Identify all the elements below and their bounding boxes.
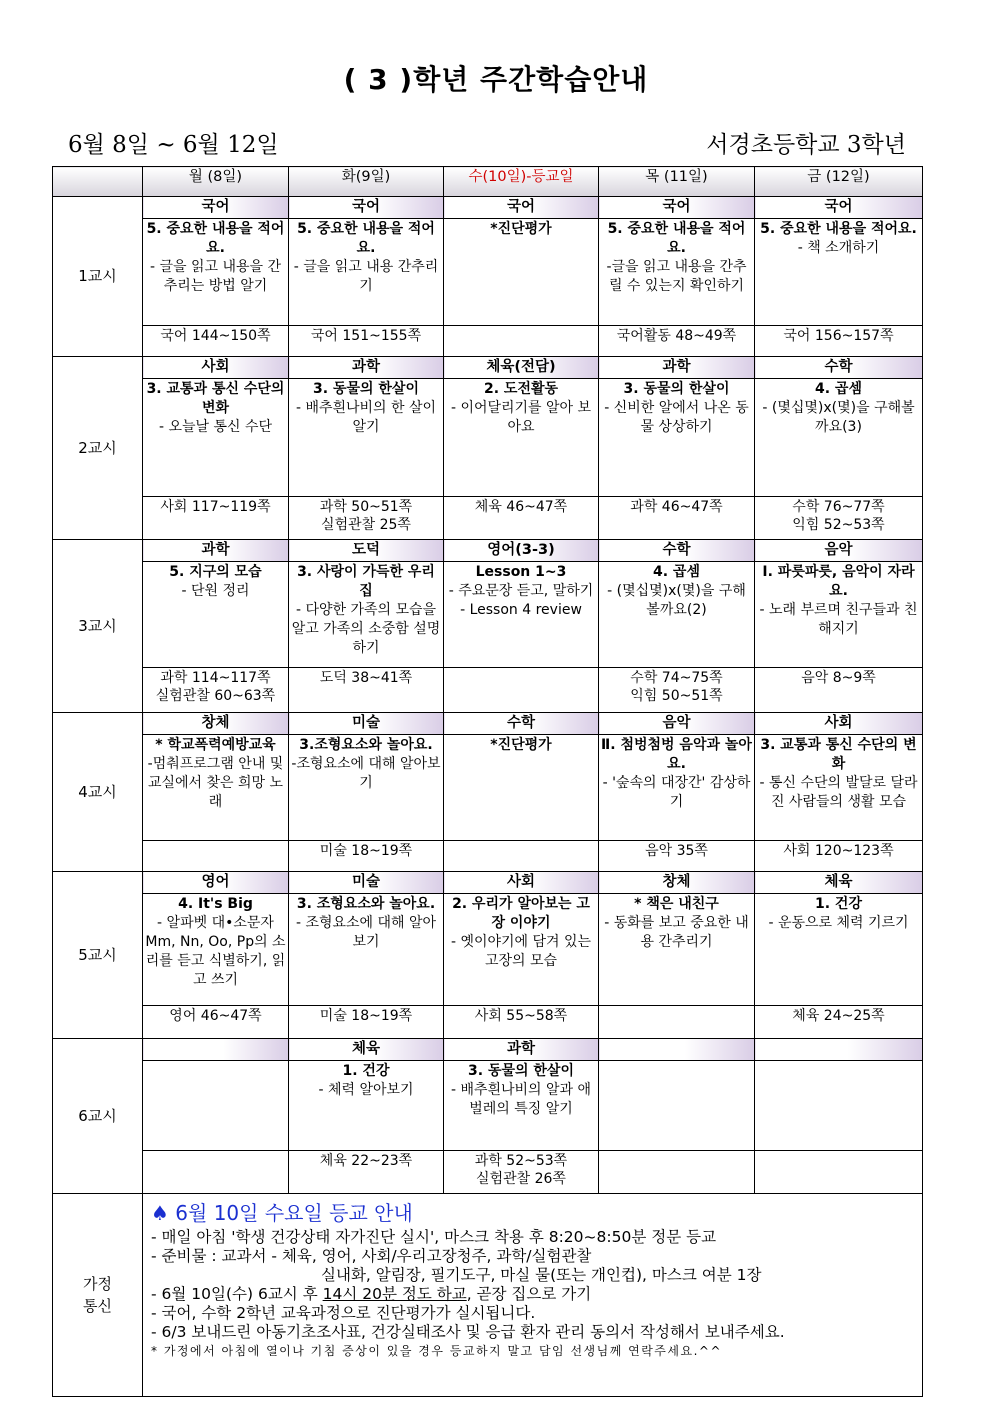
lesson-content-cell bbox=[755, 219, 923, 326]
notice-content bbox=[143, 1194, 923, 1397]
lesson-content-cell bbox=[444, 379, 599, 497]
lesson-content-cell bbox=[755, 1061, 923, 1151]
subject-row bbox=[53, 197, 923, 219]
textbook-pages-cell: 과학 46~47쪽 bbox=[599, 497, 755, 540]
content-row bbox=[53, 379, 923, 497]
subject-cell bbox=[599, 1039, 755, 1061]
lesson-content-cell bbox=[444, 562, 599, 668]
lesson-content-cell bbox=[143, 379, 289, 497]
textbook-pages-cell bbox=[444, 841, 599, 872]
lesson-content-cell bbox=[289, 379, 444, 497]
lesson-content-cell bbox=[599, 735, 755, 841]
lesson-objective: - 동화를 보고 중요한 내용 간추리기 bbox=[604, 915, 749, 950]
subject-cell: 사회 bbox=[143, 357, 289, 379]
lesson-content-cell bbox=[444, 894, 599, 1006]
textbook-pages-cell: 국어 156~157쪽 bbox=[755, 326, 923, 357]
lesson-unit: *진단평가 bbox=[490, 737, 552, 753]
lesson-objective: - 운동으로 체력 기르기 bbox=[768, 915, 909, 931]
subject-row bbox=[53, 540, 923, 562]
lesson-unit: 3. 교통과 통신 수단의 변화 bbox=[146, 381, 285, 416]
lesson-unit: 5. 중요한 내용을 적어요. bbox=[760, 221, 917, 237]
home-notice-row bbox=[53, 1194, 923, 1397]
lesson-unit: *진단평가 bbox=[490, 221, 552, 237]
corner-cell bbox=[53, 167, 143, 197]
subject-cell: 국어 bbox=[143, 197, 289, 219]
textbook-pages-cell bbox=[143, 841, 289, 872]
lesson-objective: - 주요문장 듣고, 말하기 bbox=[448, 583, 594, 599]
textbook-pages-cell bbox=[444, 326, 599, 357]
lesson-content-cell bbox=[755, 562, 923, 668]
lesson-objective: - (몇십몇)x(몇)을 구해볼까요(3) bbox=[762, 400, 915, 435]
subject-cell: 과학 bbox=[143, 540, 289, 562]
subject-cell: 창체 bbox=[143, 713, 289, 735]
subject-cell: 국어 bbox=[755, 197, 923, 219]
textbook-pages-cell: 체육 22~23쪽 bbox=[289, 1151, 444, 1194]
lesson-objective: - 오늘날 통신 수단 bbox=[158, 419, 273, 435]
notice-line: - 6/3 보내드린 아동기초조사표, 건강실태조사 및 응급 환자 관리 동의서 작성해서 보내주세요. bbox=[151, 1323, 785, 1341]
textbook-pages-cell: 과학 50~51쪽 실험관찰 25쪽 bbox=[289, 497, 444, 540]
lesson-objective: - 배추흰나비의 한 살이 알기 bbox=[295, 400, 437, 435]
lesson-unit: 1. 건강 bbox=[815, 896, 862, 912]
subject-cell: 음악 bbox=[599, 713, 755, 735]
subject-row bbox=[53, 1039, 923, 1061]
lesson-unit: * 책은 내친구 bbox=[634, 896, 719, 912]
textbook-pages-cell: 미술 18~19쪽 bbox=[289, 1006, 444, 1039]
notice-text: - 6월 10일(수) 6교시 후 bbox=[151, 1285, 323, 1303]
lesson-objective: - 조형요소에 대해 알아보기 bbox=[295, 915, 437, 950]
lesson-content-cell bbox=[599, 219, 755, 326]
lesson-objective: - 책 소개하기 bbox=[797, 240, 880, 256]
content-row bbox=[53, 735, 923, 841]
textbook-pages-cell: 과학 52~53쪽 실험관찰 26쪽 bbox=[444, 1151, 599, 1194]
lesson-objective: - 글을 읽고 내용 간추리기 bbox=[293, 259, 439, 294]
lesson-content-cell bbox=[444, 219, 599, 326]
lesson-objective: - (몇십몇)x(몇)을 구해볼까요(2) bbox=[607, 583, 746, 618]
dismissal-time: 14시 20분 정도 하교 bbox=[322, 1285, 467, 1303]
lesson-unit: 3. 동물의 한살이 bbox=[468, 1063, 574, 1079]
textbook-pages-cell: 수학 76~77쪽 익힘 52~53쪽 bbox=[755, 497, 923, 540]
lesson-objective: - 글을 읽고 내용을 간추리는 방법 알기 bbox=[149, 259, 282, 294]
lesson-unit: 3. 사랑이 가득한 우리집 bbox=[297, 564, 435, 599]
subject-cell: 수학 bbox=[599, 540, 755, 562]
textbook-pages-cell bbox=[599, 1006, 755, 1039]
subject-row bbox=[53, 357, 923, 379]
lesson-objective: -멈춰프로그램 안내 및 교실에서 찾은 희망 노래 bbox=[147, 756, 284, 810]
subject-cell: 도덕 bbox=[289, 540, 444, 562]
day-header: 화(9일) bbox=[289, 167, 444, 197]
lesson-unit: 5. 중요한 내용을 적어요. bbox=[297, 221, 435, 256]
lesson-unit: 4. 곱셈 bbox=[653, 564, 700, 580]
subject-cell: 사회 bbox=[755, 713, 923, 735]
textbook-pages-cell: 국어활동 48~49쪽 bbox=[599, 326, 755, 357]
subject-cell: 수학 bbox=[444, 713, 599, 735]
textbook-pages-cell: 사회 117~119쪽 bbox=[143, 497, 289, 540]
lesson-objective: - 다양한 가족의 모습을 알고 가족의 소중함 설명하기 bbox=[291, 602, 441, 656]
lesson-unit: 1. 건강 bbox=[342, 1063, 390, 1079]
subject-row bbox=[53, 872, 923, 894]
lesson-unit: 3. 동물의 한살이 bbox=[313, 381, 419, 397]
subject-cell: 수학 bbox=[755, 357, 923, 379]
lesson-content-cell bbox=[289, 1061, 444, 1151]
subject-cell: 과학 bbox=[444, 1039, 599, 1061]
notice-label: 가정 통신 bbox=[53, 1194, 143, 1397]
subject-cell: 체육 bbox=[289, 1039, 444, 1061]
period-label: 5교시 bbox=[53, 872, 143, 1039]
lesson-unit: Ⅱ. 첨벙첨벙 음악과 놀아요. bbox=[601, 737, 752, 772]
textbook-pages-cell: 국어 144~150쪽 bbox=[143, 326, 289, 357]
subject-cell: 음악 bbox=[755, 540, 923, 562]
subject-cell bbox=[143, 1039, 289, 1061]
textbook-page-row bbox=[53, 1006, 923, 1039]
lesson-content-cell bbox=[755, 735, 923, 841]
textbook-pages-cell: 국어 151~155쪽 bbox=[289, 326, 444, 357]
lesson-unit: 2. 우리가 알아보는 고장 이야기 bbox=[452, 896, 590, 931]
subject-cell: 국어 bbox=[599, 197, 755, 219]
textbook-page-row bbox=[53, 497, 923, 540]
day-header: 월 (8일) bbox=[143, 167, 289, 197]
lesson-objective: - 단원 정리 bbox=[181, 583, 250, 599]
content-row bbox=[53, 894, 923, 1006]
lesson-content-cell bbox=[599, 379, 755, 497]
content-row bbox=[53, 219, 923, 326]
lesson-content-cell bbox=[599, 894, 755, 1006]
textbook-pages-cell: 사회 120~123쪽 bbox=[755, 841, 923, 872]
lesson-objective: -조형요소에 대해 알아보기 bbox=[291, 756, 441, 791]
lesson-objective: - '숲속의 대장간' 감상하기 bbox=[602, 775, 751, 810]
content-row bbox=[53, 562, 923, 668]
textbook-pages-cell: 음악 35쪽 bbox=[599, 841, 755, 872]
page-title: ( 3 )학년 주간학습안내 bbox=[343, 63, 649, 96]
textbook-pages-cell: 사회 55~58쪽 bbox=[444, 1006, 599, 1039]
lesson-objective: - 배추흰나비의 알과 애벌레의 특징 알기 bbox=[450, 1082, 592, 1117]
weekly-timetable bbox=[52, 166, 923, 1397]
notice-line: - 매일 아침 '학생 건강상태 자가진단 실시', 마스크 착용 후 8:20~8:50분 정문 등교 bbox=[151, 1228, 717, 1246]
lesson-unit: Ⅰ. 파릇파릇, 음악이 자라요. bbox=[762, 564, 915, 599]
subject-cell: 체육(전담) bbox=[444, 357, 599, 379]
textbook-pages-cell bbox=[599, 1151, 755, 1194]
notice-footnote: * 가정에서 아침에 열이나 기침 증상이 있을 경우 등교하지 말고 담임 선생님께 연락주세요.^^ bbox=[151, 1344, 723, 1358]
subject-cell: 영어 bbox=[143, 872, 289, 894]
lesson-objective: - 옛이야기에 담겨 있는 고장의 모습 bbox=[450, 934, 592, 969]
textbook-page-row bbox=[53, 1151, 923, 1194]
content-row bbox=[53, 1061, 923, 1151]
date-range: 6월 8일 ~ 6월 12일 bbox=[68, 132, 279, 158]
day-header: 목 (11일) bbox=[599, 167, 755, 197]
period-label: 3교시 bbox=[53, 540, 143, 713]
lesson-unit: 5. 중요한 내용을 적어요. bbox=[146, 221, 285, 256]
textbook-pages-cell: 체육 46~47쪽 bbox=[444, 497, 599, 540]
textbook-page-row bbox=[53, 326, 923, 357]
lesson-unit: 3.조형요소와 놀아요. bbox=[299, 737, 433, 753]
school-name: 서경초등학교 3학년 bbox=[706, 132, 906, 158]
textbook-pages-cell: 음악 8~9쪽 bbox=[755, 668, 923, 713]
notice-line bbox=[151, 1285, 914, 1304]
subject-cell: 체육 bbox=[755, 872, 923, 894]
textbook-pages-cell: 미술 18~19쪽 bbox=[289, 841, 444, 872]
lesson-unit: 4. 곱셈 bbox=[815, 381, 862, 397]
lesson-content-cell bbox=[143, 735, 289, 841]
subject-cell bbox=[755, 1039, 923, 1061]
period-label: 6교시 bbox=[53, 1039, 143, 1194]
notice-line: 실내화, 알림장, 필기도구, 마실 물(또는 개인컵), 마스크 여분 1장 bbox=[321, 1266, 762, 1284]
lesson-unit: * 학교폭력예방교육 bbox=[155, 737, 276, 753]
day-header-school-day: 수(10일)-등교일 bbox=[444, 167, 599, 197]
subject-cell: 창체 bbox=[599, 872, 755, 894]
day-header: 금 (12일) bbox=[755, 167, 923, 197]
textbook-pages-cell bbox=[444, 668, 599, 713]
lesson-content-cell bbox=[143, 562, 289, 668]
lesson-content-cell bbox=[143, 1061, 289, 1151]
lesson-objective: - 알파벳 대•소문자 Mm, Nn, Oo, Pp의 소리를 듣고 식별하기, 읽고 쓰기 bbox=[145, 915, 286, 988]
notice-text: , 곧장 집으로 가기 bbox=[466, 1285, 592, 1303]
lesson-unit: 5. 지구의 모습 bbox=[169, 564, 262, 580]
textbook-pages-cell bbox=[143, 1151, 289, 1194]
lesson-objective: - 체력 알아보기 bbox=[318, 1082, 414, 1098]
notice-line: - 국어, 수학 2학년 교육과정으로 진단평가가 실시됩니다. bbox=[151, 1304, 536, 1322]
notice-line: - 준비물 : 교과서 - 체육, 영어, 사회/우리고장청주, 과학/실험관찰 bbox=[151, 1247, 592, 1265]
lesson-content-cell bbox=[599, 1061, 755, 1151]
subject-cell: 과학 bbox=[289, 357, 444, 379]
period-label: 4교시 bbox=[53, 713, 143, 872]
lesson-content-cell bbox=[444, 735, 599, 841]
subject-cell: 미술 bbox=[289, 713, 444, 735]
subject-cell: 사회 bbox=[444, 872, 599, 894]
subject-cell: 과학 bbox=[599, 357, 755, 379]
period-label: 2교시 bbox=[53, 357, 143, 540]
lesson-content-cell bbox=[289, 219, 444, 326]
subject-cell: 국어 bbox=[289, 197, 444, 219]
textbook-page-row bbox=[53, 841, 923, 872]
lesson-objective: - Lesson 4 review bbox=[460, 602, 582, 618]
textbook-pages-cell: 영어 46~47쪽 bbox=[143, 1006, 289, 1039]
lesson-content-cell bbox=[599, 562, 755, 668]
day-header-row bbox=[53, 167, 923, 197]
lesson-unit: 3. 조형요소와 놀아요. bbox=[296, 896, 436, 912]
lesson-objective: -글을 읽고 내용을 간추릴 수 있는지 확인하기 bbox=[606, 259, 747, 294]
lesson-objective: - 이어달리기를 알아 보아요 bbox=[450, 400, 592, 435]
lesson-content-cell bbox=[143, 894, 289, 1006]
lesson-unit: 4. It's Big bbox=[178, 896, 253, 912]
textbook-pages-cell: 체육 24~25쪽 bbox=[755, 1006, 923, 1039]
lesson-unit: Lesson 1~3 bbox=[475, 564, 567, 580]
textbook-page-row bbox=[53, 668, 923, 713]
lesson-objective: - 노래 부르며 친구들과 친해지기 bbox=[759, 602, 918, 637]
lesson-unit: 5. 중요한 내용을 적어요. bbox=[607, 221, 746, 256]
lesson-content-cell bbox=[289, 894, 444, 1006]
lesson-unit: 3. 교통과 통신 수단의 변화 bbox=[760, 737, 917, 772]
lesson-content-cell bbox=[755, 379, 923, 497]
lesson-content-cell bbox=[289, 735, 444, 841]
textbook-pages-cell: 수학 74~75쪽 익힘 50~51쪽 bbox=[599, 668, 755, 713]
subject-cell: 미술 bbox=[289, 872, 444, 894]
lesson-unit: 3. 동물의 한살이 bbox=[623, 381, 730, 397]
lesson-content-cell bbox=[444, 1061, 599, 1151]
subject-row bbox=[53, 713, 923, 735]
lesson-content-cell bbox=[755, 894, 923, 1006]
textbook-pages-cell: 과학 114~117쪽 실험관찰 60~63쪽 bbox=[143, 668, 289, 713]
textbook-pages-cell bbox=[755, 1151, 923, 1194]
subject-cell: 영어(3-3) bbox=[444, 540, 599, 562]
textbook-pages-cell: 도덕 38~41쪽 bbox=[289, 668, 444, 713]
lesson-objective: - 신비한 알에서 나온 동물 상상하기 bbox=[604, 400, 749, 435]
lesson-content-cell bbox=[143, 219, 289, 326]
lesson-content-cell bbox=[289, 562, 444, 668]
subject-cell: 국어 bbox=[444, 197, 599, 219]
notice-heading: ♠ 6월 10일 수요일 등교 안내 bbox=[151, 1201, 413, 1225]
lesson-unit: 2. 도전활동 bbox=[483, 381, 559, 397]
period-label: 1교시 bbox=[53, 197, 143, 357]
lesson-objective: - 통신 수단의 발달로 달라진 사람들의 생활 모습 bbox=[759, 775, 918, 810]
